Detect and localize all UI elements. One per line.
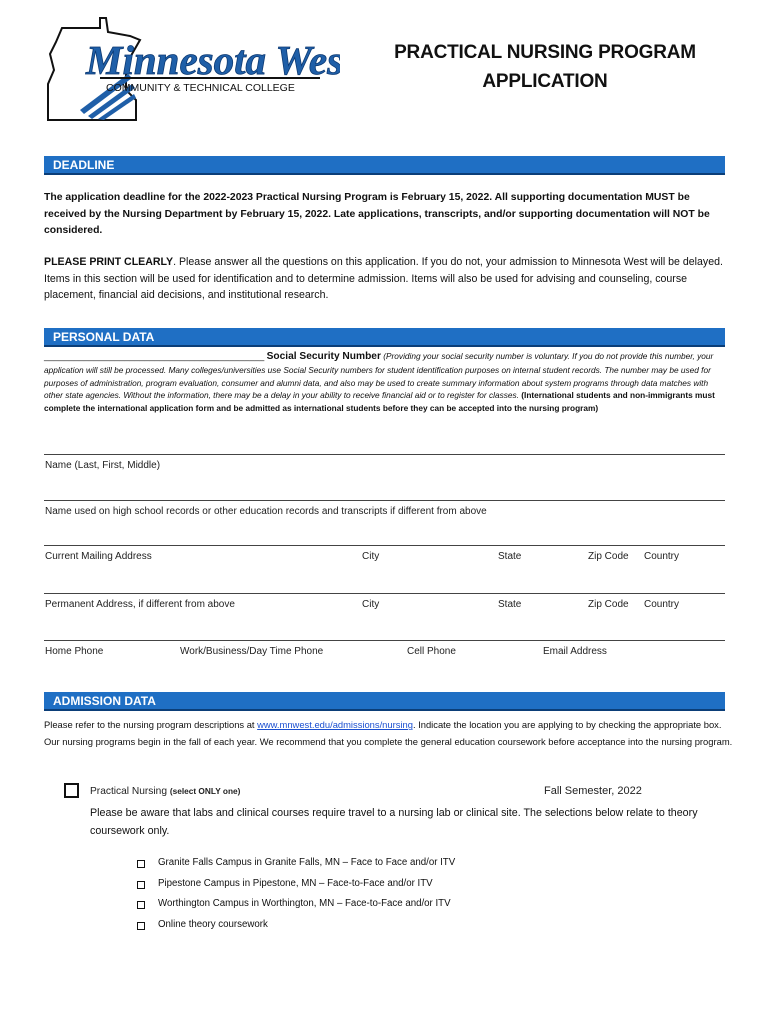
ssn-label: Social Security Number [266, 351, 381, 362]
mailing-address-label: Current Mailing Address [45, 551, 152, 562]
college-logo [40, 14, 340, 126]
home-phone-label: Home Phone [45, 646, 104, 657]
deadline-section-header: DEADLINE [44, 156, 725, 175]
deadline-text: The application deadline for the 2022-2023 Practical Nursing Program is February 15, 2022. All supporting documentation MUST be received by the Nursing Department by February 15, 2022. Late applications, transcripts, and/or supporting documentation will NOT be considered. [44, 192, 710, 236]
print-clearly-paragraph [44, 254, 734, 304]
mailing-state-label: State [498, 551, 522, 562]
option-checkbox-pipestone[interactable] [137, 881, 145, 889]
admission-intro-pre: Please refer to the nursing program descriptions at [44, 719, 258, 730]
program-label: Practical Nursing [90, 786, 167, 797]
name-label: Name (Last, First, Middle) [45, 460, 161, 471]
program-note: (select ONLY one) [169, 786, 241, 796]
permanent-address-field[interactable] [44, 593, 725, 594]
international-note: (International students and non-immigrants must complete the international application form and be admitted as international students before they can be accepted into the nursing program) [44, 390, 715, 414]
permanent-address-label: Permanent Address, if different from above [45, 599, 235, 610]
nursing-programs-link[interactable]: www.mnwest.edu/admissions/nursing [257, 719, 413, 730]
print-clearly-text: . Please answer all the questions on this application. If you do not, your admission to Minnesota West will be delayed. Items in this section will be used for identification and to determine admission. Items will also be used for advising and counseling, course placement, financial aid decisions, and institutional research. [44, 256, 723, 301]
practical-nursing-checkbox[interactable] [64, 783, 79, 798]
email-label: Email Address [543, 646, 607, 657]
logo-subtitle: COMMUNITY & TECHNICAL COLLEGE [106, 82, 295, 94]
admission-intro-post: . Indicate the location you are applying to by checking the appropriate box. Our nursing programs begin in the fall of each year. We recommend that you complete the general education coursework before acceptance into the nursing program. [44, 719, 733, 747]
option-checkbox-online[interactable] [137, 922, 145, 930]
option-label-worthington: Worthington Campus in Worthington, MN – Face-to-Face and/or ITV [158, 898, 451, 909]
travel-note: Please be aware that labs and clinical courses require travel to a nursing lab or clinical site. The selections below relate to theory coursework only. [90, 807, 698, 837]
practical-nursing-label [90, 786, 240, 797]
page-title [360, 38, 730, 96]
semester-label: Fall Semester, 2022 [544, 785, 642, 797]
name-field[interactable] [44, 454, 725, 455]
option-checkbox-granite-falls[interactable] [137, 860, 145, 868]
alt-name-field[interactable] [44, 500, 725, 501]
ssn-note: (Providing your social security number is voluntary. If you do not provide this number, your application will still be processed. Many colleges/universities use Social Security numbers for student identification purposes on internal student records. The number may be used for purposes of administration, program evaluation, consumer and alumni data, and also may be used to create summary information about system programs through data matches with other state agencies. Without the information, there may be a delay in your ability to receive financial aid or to register for classes. [44, 351, 714, 401]
option-checkbox-worthington[interactable] [137, 901, 145, 909]
personal-section-header: PERSONAL DATA [44, 328, 725, 347]
permanent-country-label: Country [644, 599, 680, 610]
mailing-zip-label: Zip Code [588, 551, 629, 562]
logo-wordmark: Minnesota West [86, 37, 340, 83]
option-label-granite-falls: Granite Falls Campus in Granite Falls, MN – Face to Face and/or ITV [158, 857, 456, 868]
print-clearly-bold: PLEASE PRINT CLEARLY [44, 256, 174, 268]
option-label-online: Online theory coursework [158, 919, 268, 930]
ssn-block [44, 350, 727, 415]
admission-section-header: ADMISSION DATA [44, 692, 725, 711]
ssn-field[interactable]: ____________________________________________ [44, 351, 265, 361]
mailing-city-label: City [362, 551, 380, 562]
title-line-1: PRACTICAL NURSING PROGRAM [394, 42, 696, 63]
option-label-pipestone: Pipestone Campus in Pipestone, MN – Face-to-Face and/or ITV [158, 878, 433, 889]
permanent-zip-label: Zip Code [588, 599, 629, 610]
phone-fields[interactable] [44, 640, 725, 641]
mailing-country-label: Country [644, 551, 680, 562]
admission-intro [44, 717, 734, 751]
mailing-address-field[interactable] [44, 545, 725, 546]
permanent-state-label: State [498, 599, 522, 610]
alt-name-label: Name used on high school records or other education records and transcripts if different from above [45, 506, 487, 517]
title-line-2: APPLICATION [482, 71, 608, 92]
work-phone-label: Work/Business/Day Time Phone [180, 646, 324, 657]
cell-phone-label: Cell Phone [407, 646, 456, 657]
permanent-city-label: City [362, 599, 380, 610]
